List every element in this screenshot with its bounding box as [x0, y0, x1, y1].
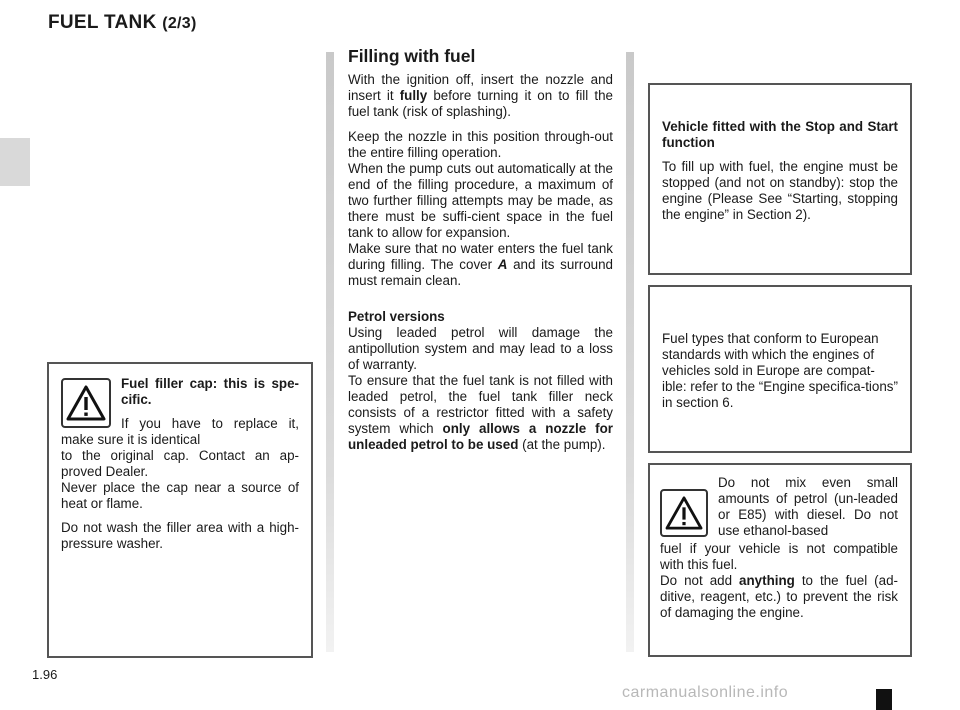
- column-divider-left: [326, 52, 334, 652]
- paragraph-pump-cutoff: [348, 161, 613, 241]
- paragraph-nozzle: [348, 129, 613, 161]
- emphasis: only allows a nozzle for unleaded petrol to be used: [348, 421, 613, 452]
- text: Using leaded petrol will damage the antipollution system and may lead to a loss of warranty.: [348, 325, 613, 372]
- page-title: [48, 12, 197, 34]
- fuel-types-text: Fuel types that conform to European standards with which the engines of vehicles sold in Europe are compat-ible: refer to the “Engine specifica-tions” in section 6.: [662, 331, 898, 410]
- stop-start-heading: Vehicle fitted with the Stop and Start function: [662, 119, 898, 150]
- warning-heat: Never place the cap near a source of heat or flame.: [61, 480, 299, 511]
- text: Keep the nozzle in this position through-out the entire filling operation.: [348, 129, 613, 160]
- filling-with-fuel-section: [348, 48, 613, 462]
- stop-start-info-box: [648, 83, 912, 275]
- stop-start-text: To fill up with fuel, the engine must be stopped (and not on standby): stop the engine (Please See “Starting, stopping the engine” in Section 2).: [662, 159, 898, 222]
- petrol-versions-heading: [348, 309, 613, 325]
- paragraph-restrictor: [348, 373, 613, 453]
- warning-icon: [660, 489, 708, 537]
- warning-text-continued: to the original cap. Contact an ap-proved Dealer.: [61, 448, 299, 479]
- cover-letter: A: [497, 257, 508, 272]
- text: Make sure that no water enters the fuel tank during filling. The cover: [348, 241, 613, 272]
- text: Do not add: [660, 573, 740, 588]
- text: Petrol versions: [348, 309, 445, 324]
- fuel-mix-text-top: Do not mix even small amounts of petrol (un-leaded or E85) with diesel. Do not use ethanol-based: [718, 475, 898, 538]
- column-divider-right: [626, 52, 634, 652]
- text: With the ignition off, insert the nozzle and insert it: [348, 72, 613, 103]
- fuel-additive-warning: [660, 573, 898, 621]
- text: and its surround must remain clean.: [348, 257, 614, 288]
- emphasis: fully: [399, 88, 428, 103]
- warning-text-top: If you have to replace it, make sure it is identical: [61, 416, 299, 447]
- filler-cap-warning-box: [47, 362, 313, 658]
- text: (at the pump).: [518, 437, 606, 452]
- paragraph-water: [348, 241, 613, 289]
- fuel-mix-text-continued: fuel if your vehicle is not compatible with this fuel.: [660, 541, 898, 572]
- fuel-types-info-box: [648, 285, 912, 453]
- page-number: 1.96: [32, 667, 58, 682]
- watermark: carmanualsonline.info: [622, 684, 789, 701]
- text: to the fuel (ad-ditive, reagent, etc.) to prevent the risk of damaging the engine.: [660, 573, 898, 620]
- page-title-text: FUEL TANK: [48, 12, 157, 33]
- paragraph-leaded-petrol: [348, 325, 613, 373]
- text: before turning it on to fill the fuel tank (risk of splashing).: [348, 88, 613, 119]
- paragraph-ignition: [348, 72, 613, 120]
- text: When the pump cuts out automatically at the end of the filling procedure, a maximum of two further filling attempts may be made, as there must be suffi-cient space in the fuel tank to allow for expansion.: [348, 161, 613, 240]
- text: To ensure that the fuel tank is not filled with leaded petrol, the fuel tank filler neck consists of a restrictor fitted with a safety system which: [348, 373, 613, 436]
- emphasis: anything: [739, 573, 795, 588]
- warning-icon: [61, 378, 111, 428]
- warning-heading: Fuel filler cap: this is spe-cific.: [121, 376, 299, 407]
- fuel-mix-warning-box: [648, 463, 912, 657]
- section-tab-marker: [0, 138, 30, 186]
- corner-marker: [876, 689, 892, 710]
- page-title-suffix: (2/3): [162, 15, 197, 32]
- warning-washer: Do not wash the filler area with a high-pressure washer.: [61, 520, 299, 551]
- section-heading: Filling with fuel: [348, 46, 476, 66]
